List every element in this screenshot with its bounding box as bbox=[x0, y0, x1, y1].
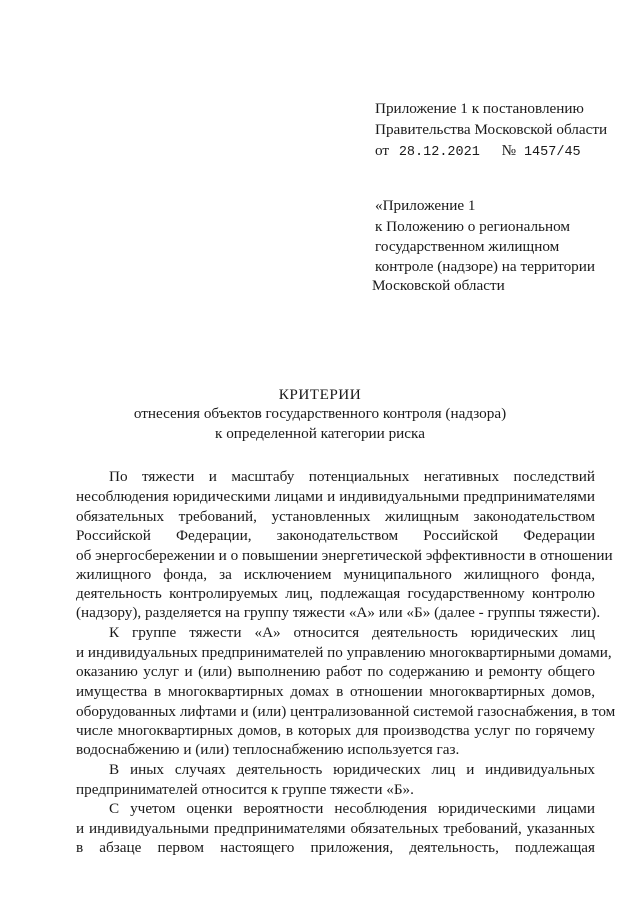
sub-annex-line-1: «Приложение 1 bbox=[375, 197, 476, 214]
paragraph-2-line-4: имущества в многоквартирных домах в отношении многоквартирных домов, bbox=[76, 683, 595, 700]
paragraph-1-line-7: деятельность контролируемых лиц, подлежащая государственному контролю bbox=[76, 585, 595, 602]
paragraph-1-line-2: несоблюдения юридическими лицами и индивидуальными предпринимателями bbox=[76, 488, 595, 505]
paragraph-1-line-5: об энергосбережении и о повышении энергетической эффективности в отношении bbox=[76, 547, 613, 564]
paragraph-2-line-1: К группе тяжести «А» относится деятельность юридических лиц bbox=[109, 624, 595, 641]
paragraph-2-line-3: оказанию услуг и (или) выполнению работ по содержанию и ремонту общего bbox=[76, 663, 595, 680]
paragraph-4-line-1: С учетом оценки вероятности несоблюдения юридическими лицами bbox=[109, 800, 595, 817]
paragraph-3-line-2: предпринимателей относится к группе тяжести «Б». bbox=[76, 781, 414, 798]
paragraph-2-line-7: водоснабжению и (или) теплоснабжению используется газ. bbox=[76, 741, 460, 758]
sub-annex-line-3: государственном жилищном bbox=[375, 238, 560, 255]
annex-date-line bbox=[375, 142, 581, 162]
annex-line-2: Правительства Московской области bbox=[375, 121, 608, 138]
document-subtitle-line-2: к определенной категории риска bbox=[215, 425, 425, 442]
sub-annex-line-4: контроле (надзоре) на территории bbox=[375, 258, 596, 275]
paragraph-4-line-3: в абзаце первом настоящего приложения, деятельность, подлежащая bbox=[76, 839, 595, 856]
annex-number-prefix: № bbox=[501, 142, 517, 159]
annex-number: 1457/45 bbox=[523, 145, 581, 160]
paragraph-2-line-5: оборудованных лифтами и (или) централизованной системой газоснабжения, в том bbox=[76, 703, 616, 720]
paragraph-1-line-6: жилищного фонда, за исключением муниципального жилищного фонда, bbox=[76, 566, 595, 583]
paragraph-1-line-3: обязательных требований, установленных жилищным законодательством bbox=[76, 508, 595, 525]
document-subtitle-line-1: отнесения объектов государственного контроля (надзора) bbox=[133, 405, 507, 422]
paragraph-1-line-1: По тяжести и масштабу потенциальных негативных последствий bbox=[109, 468, 595, 485]
paragraph-1-line-4: Российской Федерации, законодательством Российской Федерации bbox=[76, 527, 595, 544]
paragraph-2-line-6: числе многоквартирных домов, в которых для производства услуг по горячему bbox=[76, 722, 595, 739]
sub-annex-line-5: Московской области bbox=[372, 277, 505, 294]
sub-annex-line-2: к Положению о региональном bbox=[375, 218, 570, 235]
annex-line-1: Приложение 1 к постановлению bbox=[375, 100, 584, 117]
annex-date-prefix: от bbox=[375, 142, 390, 159]
annex-date: 28.12.2021 bbox=[398, 145, 480, 160]
paragraph-4-line-2: и индивидуальными предпринимателями обязательных требований, указанных bbox=[76, 820, 595, 837]
paragraph-3-line-1: В иных случаях деятельность юридических лиц и индивидуальных bbox=[109, 761, 595, 778]
document-title: КРИТЕРИИ bbox=[278, 386, 362, 403]
paragraph-1-line-8: (надзору), разделяется на группу тяжести «А» или «Б» (далее - группы тяжести). bbox=[76, 604, 601, 621]
paragraph-2-line-2: и индивидуальных предпринимателей по управлению многоквартирными домами, bbox=[76, 644, 612, 661]
